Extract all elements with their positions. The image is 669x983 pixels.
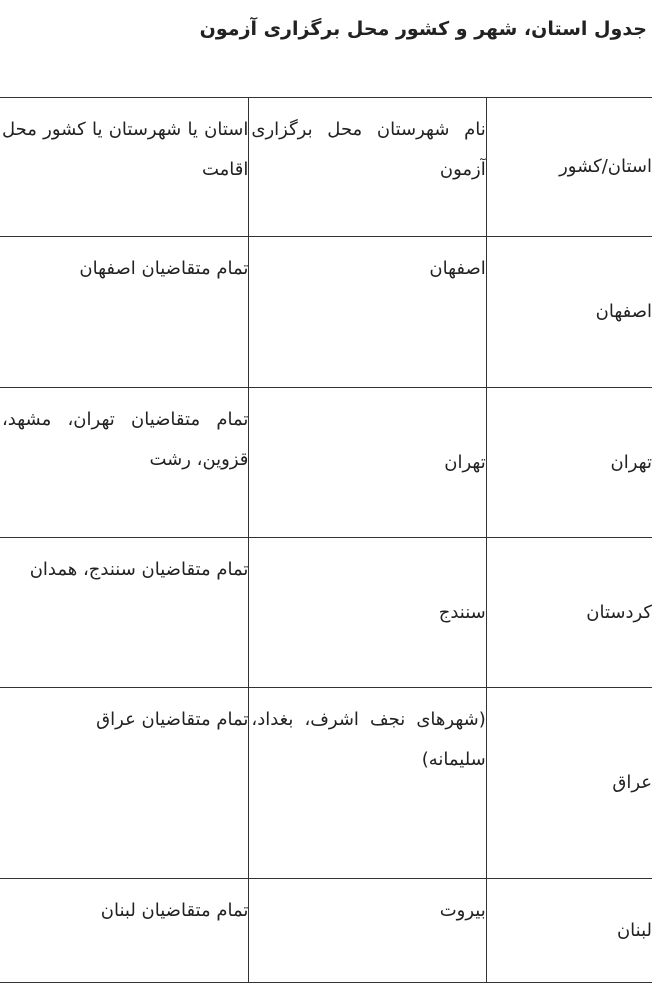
city-name: اصفهان [429, 258, 486, 279]
header-province [486, 98, 652, 237]
table-row [0, 237, 652, 388]
province-name: اصفهان [595, 301, 652, 322]
table-row [0, 538, 652, 688]
table-row [0, 388, 652, 538]
city-name: بیروت [439, 900, 486, 921]
cell-residence [0, 538, 249, 688]
province-name: عراق [612, 772, 652, 793]
cell-residence [0, 879, 249, 983]
cell-province [486, 388, 652, 538]
residence-text: تمام متقاضیان عراق [96, 709, 249, 730]
cell-province [486, 538, 652, 688]
cell-city [249, 237, 486, 388]
header-residence-label: استان یا شهرستان یا کشور محل اقامت [2, 119, 249, 180]
city-name: سنندج [438, 601, 486, 623]
page-title: جدول استان، شهر و کشور محل برگزاری آزمون [199, 18, 647, 40]
header-city [249, 98, 486, 237]
header-province-label: استان/کشور [559, 156, 652, 177]
cell-province [486, 237, 652, 388]
table-row [0, 879, 652, 983]
province-name: کردستان [586, 601, 652, 623]
residence-text: تمام متقاضیان سنندج، همدان [29, 559, 249, 580]
cell-city [249, 538, 486, 688]
residence-text: تمام متقاضیان تهران، مشهد، قزوین، رشت [2, 409, 249, 470]
city-name: (شهرهای نجف اشرف، بغداد، سلیمانه) [251, 709, 486, 770]
residence-text: تمام متقاضیان لبنان [100, 900, 249, 921]
cell-residence [0, 237, 249, 388]
cell-province [486, 879, 652, 983]
cell-city [249, 388, 486, 538]
cell-city [249, 688, 486, 879]
residence-text: تمام متقاضیان اصفهان [79, 258, 249, 279]
province-name: لبنان [616, 919, 652, 941]
table-row [0, 688, 652, 879]
cell-city [249, 879, 486, 983]
cell-residence [0, 688, 249, 879]
city-name: تهران [444, 451, 486, 473]
province-name: تهران [610, 451, 652, 473]
header-city-label: نام شهرستان محل برگزاری آزمون [251, 119, 486, 180]
header-residence [0, 98, 249, 237]
exam-locations-table [0, 97, 652, 983]
table-header-row [0, 98, 652, 237]
cell-province [486, 688, 652, 879]
cell-residence [0, 388, 249, 538]
